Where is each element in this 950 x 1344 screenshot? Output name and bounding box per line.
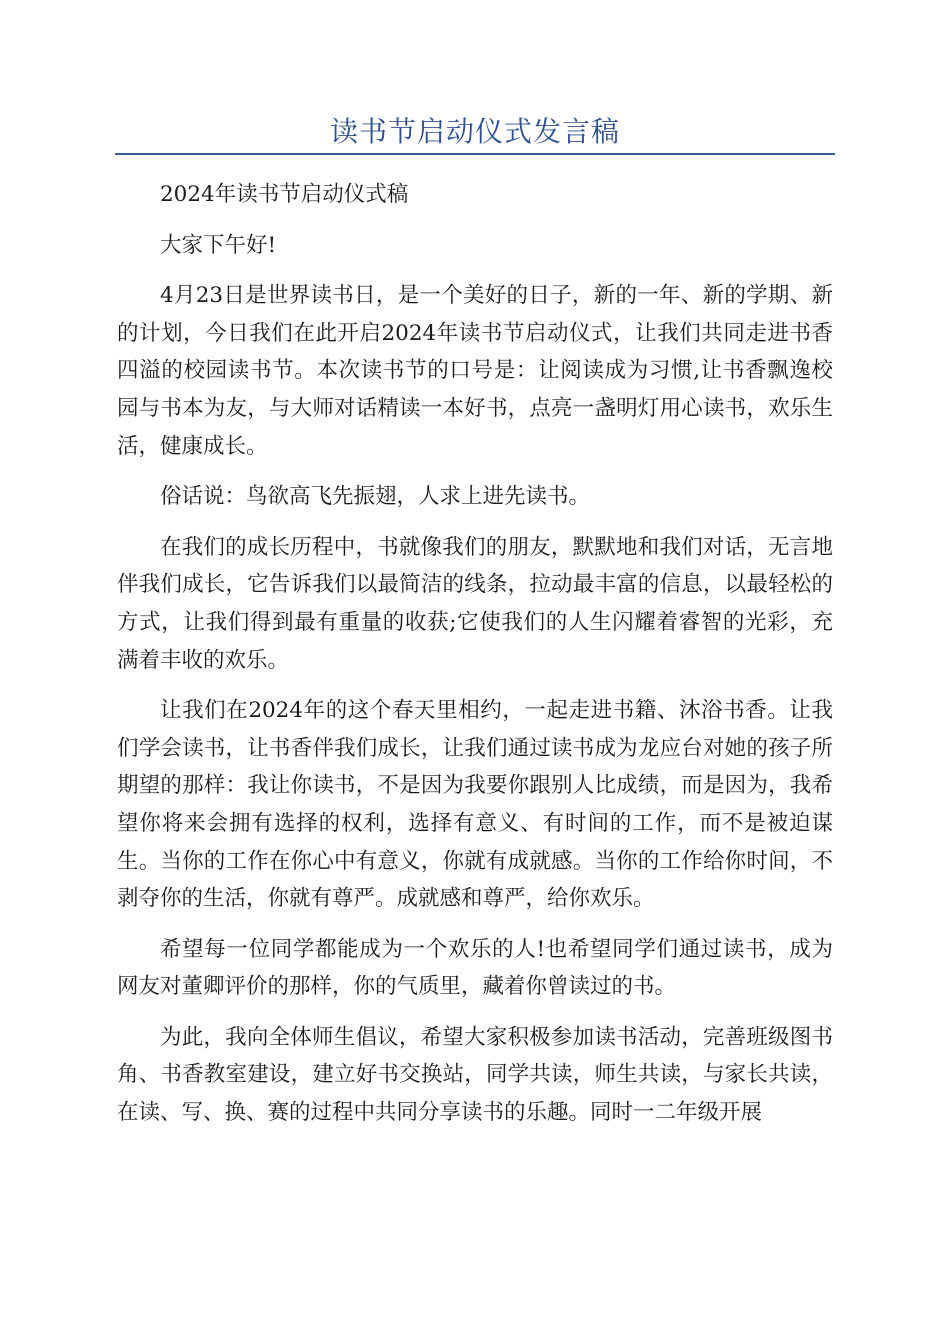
paragraph-body: 为此，我向全体师生倡议，希望大家积极参加读书活动，完善班级图书角、书香教室建设，建立好书交换站，同学共读，师生共读，与家长共读，在读、写、换、赛的过程中共同分享读书的乐趣。同时一二年级开展 bbox=[117, 1024, 833, 1126]
paragraph-body: 在我们的成长历程中，书就像我们的朋友，默默地和我们对话，无言地伴我们成长，它告诉我们以最简洁的线条，拉动最丰富的信息，以最轻松的方式，让我们得到最有重量的收获;它使我们的人生闪耀着睿智的光彩，充满着丰收的欢乐。 bbox=[117, 534, 833, 673]
paragraph-proverb: 俗话说：鸟欲高飞先振翅，人求上进先读书。 bbox=[160, 484, 591, 510]
title-underline bbox=[115, 153, 835, 155]
paragraph-greeting: 大家下午好! bbox=[160, 232, 277, 258]
paragraph-subtitle: 2024年读书节启动仪式稿 bbox=[160, 182, 409, 207]
paragraph-body: 让我们在2024年的这个春天里相约，一起走进书籍、沐浴书香。让我们学会读书，让书香伴我们成长，让我们通过读书成为龙应台对她的孩子所期望的那样：我让你读书，不是因为我要你跟别人比成绩，而是因为，我希望你将来会拥有选择的权利，选择有意义、有时间的工作，而不是被迫谋生。当你的工作在你心中有意义，你就有成就感。当你的工作给你时间，不剥夺你的生活，你就有尊严。成就感和尊严，给你欢乐。 bbox=[117, 698, 833, 912]
document-title: 读书节启动仪式发言稿 bbox=[329, 115, 620, 148]
paragraph-body: 4月23日是世界读书日，是一个美好的日子，新的一年、新的学期、新的计划，今日我们在此开启2024年读书节启动仪式，让我们共同走进书香四溢的校园读书节。本次读书节的口号是：让阅读成为习惯,让书香飘逸校园与书本为友，与大师对话精读一本好书，点亮一盏明灯用心读书，欢乐生活，健康成长。 bbox=[117, 283, 833, 459]
paragraph-body: 希望每一位同学都能成为一个欢乐的人!也希望同学们通过读书，成为网友对董卿评价的那样，你的气质里，藏着你曾读过的书。 bbox=[117, 936, 833, 1000]
document-body bbox=[117, 176, 833, 1145]
